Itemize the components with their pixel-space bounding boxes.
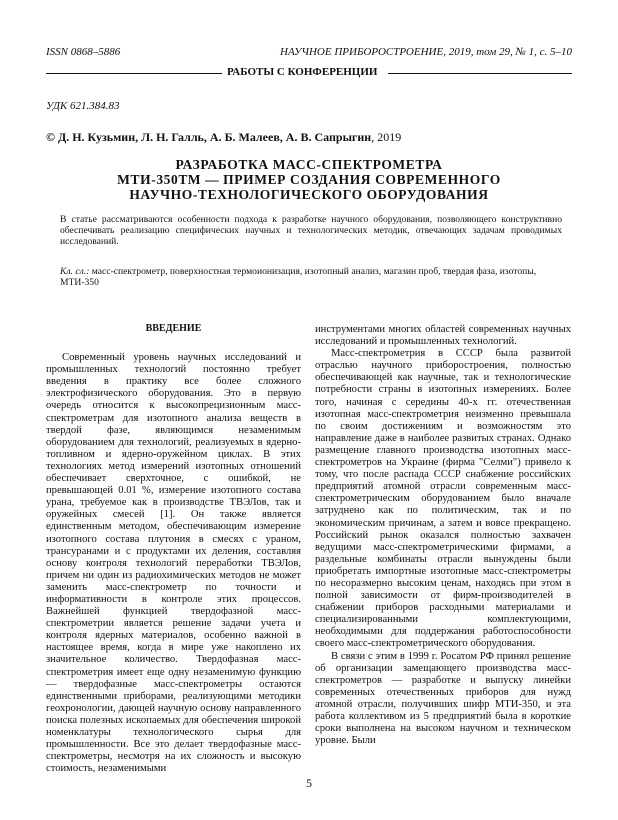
section-rule (46, 66, 572, 80)
publication-year: 2019 (377, 130, 402, 144)
paragraph: Современный уровень научных исследований и промышленных технологий постоянно требует введения в практику все более сложного электрофизического оборудования. Это в первую очередь относится к высокопрецизионным масс-спектрометрам для изотопного анализа веществ в твердой фазе, являющимся незаменимым оборудованием для технологий, реализуемых в ядерно-топливном и ядерно-оружейном циклах. В этих технологиях метод измерений изотопных отношений обеспечивает сверхточное, с ошибкой, не превышающей 0.01 %, измерение изотопного состава урана, требуемое как в производстве ТВЭЛов, так и оружейных смесей [1]. Он также является единственным методом, обеспечивающим измерение изотопного состава плутония в смесях с ураном, трансуранами и с продуктами их деления, составляя основу контроля технологий переработки ТВЭЛов, причем ни один из радиохимических методов не может заменить масс-спектрометр по точности и информативности в контроле этих процессов. Важнейшей функцией твердофазной масс-спектрометрии является решение задачи учета и контроля ядерных материалов, особенно важной в настоящее время, когда в мире уже накоплено их значительное количество. Твердофазная масс-спектрометрия имеет еще одну незаменимую функцию — твердофазные масс-спектрометры остаются единственными приборами, реализующими методики геохронологии, дающей научную основу направленного поиска полезных ископаемых для обеспечения широкой номенклатуры технологического сырья для промышленности. Все это делает твердофазные масс-спектрометры, несмотря на их сложность и высокую стоимость, незаменимыми (46, 352, 301, 775)
paragraph: Масс-спектрометрия в СССР была развитой отраслью научного приборостроения, полностью обеспечивающей как научные, так и технологические потребности страны в изотопных измерениях. Более того, начиная с середины 40-х гг. отечественная изотопная масс-спектрометрия неизменно превышала по своим достижениям и возможностям это направление даже в наиболее развитых странах. Однако размещение главного производства изотопных масс-спектрометров на Украине (фирма "Селми") привело к тому, что после распада СССР снабжение российских предприятий атомной отрасли современным масс-спектрометрическим оборудованием было вначале затруднено как по политическим, так и по экономическим причинам, а затем и вовсе прекращено. Российский рынок оказался полностью захвачен ведущими масс-спектрометрическими фирмами, а раздельные комбинаты отрасли вынуждены были приобретать импортные изотопные масс-спектрометры по несоразмерно высоким ценам, находясь при этом в полной зависимости от фирм-производителей в снабжении приборов расходными материалами и специализированными комплектующими, необходимыми для поддержания работоспособности своего масс-спектрометрического оборудования. (315, 348, 571, 650)
journal-citation: НАУЧНОЕ ПРИБОРОСТРОЕНИЕ, 2019, том 29, № 1, c. 5–10 (280, 46, 572, 58)
title-line: РАЗРАБОТКА МАСС-СПЕКТРОМЕТРА (175, 157, 443, 172)
intro-heading: ВВЕДЕНИЕ (145, 323, 202, 334)
article-title (46, 157, 572, 202)
page-number: 5 (306, 776, 312, 790)
rule-right (388, 73, 572, 74)
issn: ISSN 0868–5886 (46, 46, 121, 58)
author-names: Д. Н. Кузьмин, Л. Н. Галль, А. Б. Малеев, А. В. Сапрыгин (57, 130, 372, 144)
keywords (60, 266, 562, 288)
abstract: В статье рассматриваются особенности подхода к разработке научного оборудования, позволяющего конструктивно обеспечивать реализацию специфических научных и технологических методик, отвечающих задачам проводимых исследований. (60, 214, 562, 247)
paragraph: инструментами многих областей современных научных исследований и промышленных технологий. (315, 324, 571, 348)
paragraph: В связи с этим в 1999 г. Росатом РФ принял решение об организации замещающего производства масс-спектрометров — разработке и выпуску линейки современных отечественных приборов для нужд атомной отрасли, получивших шифр МТИ-350, и эта работа коллективом из 5 предприятий была в короткие сроки выполнена на высоком научном и техническом уровне. Были (315, 650, 571, 747)
rule-left (46, 73, 222, 74)
left-column (46, 323, 301, 775)
right-column (315, 324, 571, 747)
title-line: НАУЧНО-ТЕХНОЛОГИЧЕСКОГО ОБОРУДОВАНИЯ (129, 187, 489, 202)
authors-line: © Д. Н. Кузьмин, Л. Н. Галль, А. Б. Малеев, А. В. Сапрыгин, 2019 (46, 130, 402, 144)
title-line: МТИ-350ТМ — ПРИМЕР СОЗДАНИЯ СОВРЕМЕННОГО (117, 172, 501, 187)
copyright-symbol: © (46, 130, 55, 144)
keywords-label: Кл. сл.: (60, 266, 90, 277)
section-title: РАБОТЫ С КОНФЕРЕНЦИИ (227, 66, 378, 78)
keywords-text: масс-спектрометр, поверхностная термоионизация, изотопный анализ, магазин проб, твердая фаза, изотопы, МТИ-350 (60, 266, 537, 288)
udk-code: УДК 621.384.83 (46, 100, 120, 112)
